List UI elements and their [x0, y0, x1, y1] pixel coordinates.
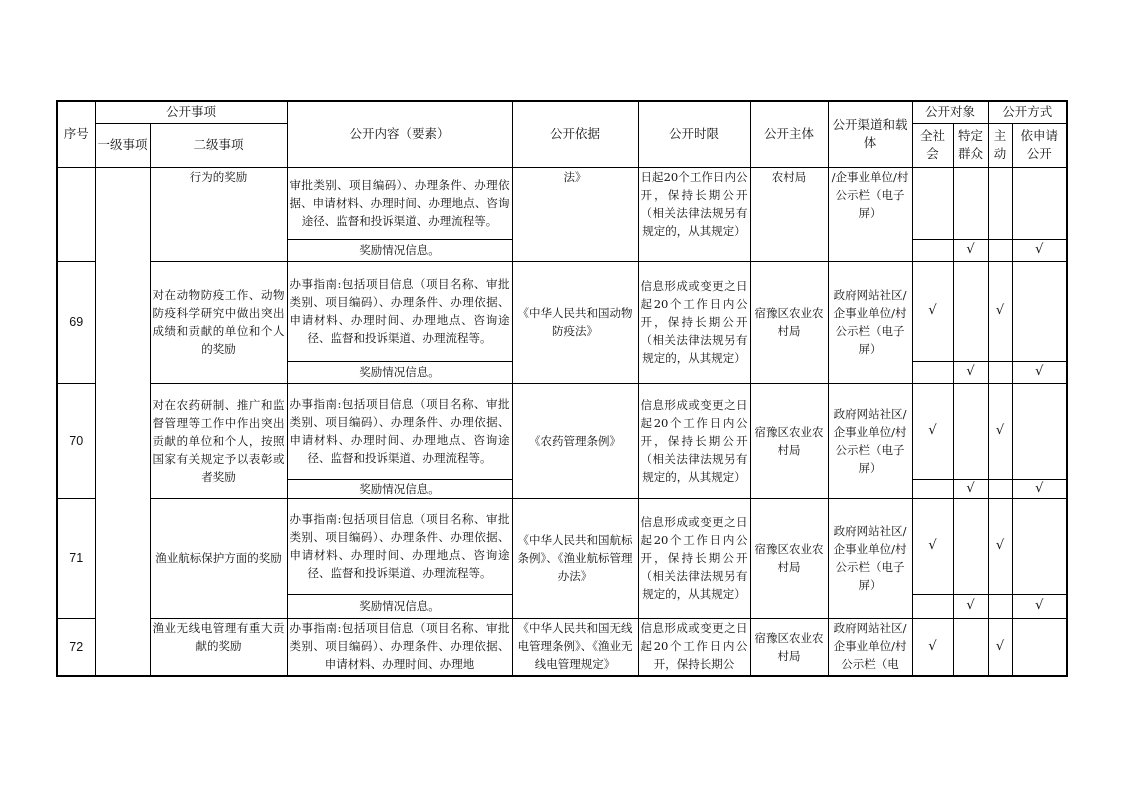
target-all-cell — [912, 239, 953, 261]
target-all-cell — [912, 479, 953, 498]
content-info-cell: 奖励情况信息。 — [287, 239, 512, 261]
method-active-check: √ — [988, 498, 1012, 594]
target-all-check: √ — [912, 261, 953, 361]
method-active-cell — [988, 167, 1012, 239]
target-specific-cell — [953, 383, 988, 479]
target-specific-check: √ — [953, 479, 988, 498]
seq-cell: 70 — [57, 383, 95, 498]
target-specific-check: √ — [953, 239, 988, 261]
level2-cell: 对在动物防疫工作、动物防疫科学研究中做出突出成绩和贡献的单位和个人的奖励 — [150, 261, 287, 383]
subject-cell: 宿豫区农业农村局 — [750, 498, 828, 618]
method-apply-cell — [1012, 383, 1067, 479]
target-all-cell — [912, 594, 953, 618]
header-time-limit: 公开时限 — [638, 101, 750, 167]
seq-cell: 71 — [57, 498, 95, 618]
target-all-cell — [912, 167, 953, 239]
method-apply-check: √ — [1012, 239, 1067, 261]
content-guide-cell: 办事指南:包括项目信息（项目名称、审批类别、项目编码）、办理条件、办理依据、申请材料、办理时间、办理地点、咨询途径、监督和投诉渠道、办理流程等。 — [287, 498, 512, 594]
seq-cell: 72 — [57, 618, 95, 676]
basis-cell: 《中华人民共和国动物防疫法》 — [512, 261, 638, 383]
time-limit-cell: 信息形成或变更之日起20个工作日内公开，保持长期公开（相关法律法规另有规定的，从其规定） — [638, 261, 750, 383]
seq-cell — [57, 167, 95, 261]
level1-cell — [95, 167, 150, 676]
header-level2: 二级事项 — [150, 123, 287, 167]
basis-cell: 《中华人民共和国无线电管理条例》、《渔业无线电管理规定》 — [512, 618, 638, 676]
method-active-check: √ — [988, 383, 1012, 479]
target-specific-cell — [953, 618, 988, 676]
subject-cell: 宿豫区农业农村局 — [750, 261, 828, 383]
header-target-all: 全社会 — [912, 123, 953, 167]
channel-cell: 政府网站社区/企事业单位/村公示栏（电子屏） — [828, 383, 912, 498]
target-specific-cell — [953, 261, 988, 361]
basis-cell: 法》 — [512, 167, 638, 261]
method-apply-check: √ — [1012, 361, 1067, 383]
content-info-cell: 奖励情况信息。 — [287, 361, 512, 383]
header-seq: 序号 — [57, 101, 95, 167]
time-limit-cell: 信息形成或变更之日起20个工作日内公开，保持长期公开（相关法律法规另有规定的，从其规定） — [638, 383, 750, 498]
target-all-check: √ — [912, 383, 953, 479]
table-row — [57, 167, 1067, 239]
header-items-group: 公开事项 — [95, 101, 287, 123]
target-all-check: √ — [912, 618, 953, 676]
method-active-check: √ — [988, 261, 1012, 361]
target-specific-check: √ — [953, 361, 988, 383]
method-active-cell — [988, 361, 1012, 383]
seq-cell: 69 — [57, 261, 95, 383]
channel-cell: 政府网站社区/企事业单位/村公示栏（电子屏） — [828, 498, 912, 618]
channel-cell: 政府网站社区/企事业单位/村公示栏（电子屏） — [828, 261, 912, 383]
level2-cell: 渔业航标保护方面的奖励 — [150, 498, 287, 618]
header-channel: 公开渠道和载体 — [828, 101, 912, 167]
basis-cell: 《中华人民共和国航标条例》、《渔业航标管理办法》 — [512, 498, 638, 618]
header-method-apply: 依申请公开 — [1012, 123, 1067, 167]
method-apply-cell — [1012, 261, 1067, 361]
content-info-cell: 奖励情况信息。 — [287, 479, 512, 498]
header-basis: 公开依据 — [512, 101, 638, 167]
basis-cell: 《农药管理条例》 — [512, 383, 638, 498]
channel-cell: 政府网站社区/企事业单位/村公示栏（电 — [828, 618, 912, 676]
header-level1: 一级事项 — [95, 123, 150, 167]
table-row — [57, 498, 1067, 594]
time-limit-cell: 日起20个工作日内公开，保持长期公开（相关法律法规另有规定的，从其规定） — [638, 167, 750, 261]
level2-cell: 渔业无线电管理有重大贡献的奖励 — [150, 618, 287, 676]
target-specific-check: √ — [953, 594, 988, 618]
method-apply-check: √ — [1012, 594, 1067, 618]
method-apply-cell — [1012, 167, 1067, 239]
header-target-group: 公开对象 — [912, 101, 988, 123]
method-apply-cell — [1012, 618, 1067, 676]
method-apply-cell — [1012, 498, 1067, 594]
subject-cell: 宿豫区农业农村局 — [750, 383, 828, 498]
method-active-cell — [988, 594, 1012, 618]
method-apply-check: √ — [1012, 479, 1067, 498]
target-specific-cell — [953, 498, 988, 594]
time-limit-cell: 信息形成或变更之日起20个工作日内公开，保持长期公开（相关法律法规另有规定的，从其规定） — [638, 498, 750, 618]
time-limit-cell: 信息形成或变更之日起20个工作日内公开，保持长期公 — [638, 618, 750, 676]
content-guide-cell: 办事指南:包括项目信息（项目名称、审批类别、项目编码）、办理条件、办理依据、申请材料、办理时间、办理地 — [287, 618, 512, 676]
content-info-cell: 奖励情况信息。 — [287, 594, 512, 618]
header-content: 公开内容（要素） — [287, 101, 512, 167]
content-guide-cell: 审批类别、项目编码）、办理条件、办理依据、申请材料、办理时间、办理地点、咨询途径、监督和投诉渠道、办理流程等。 — [287, 167, 512, 239]
content-guide-cell: 办事指南:包括项目信息（项目名称、审批类别、项目编码）、办理条件、办理依据、申请材料、办理时间、办理地点、咨询途径、监督和投诉渠道、办理流程等。 — [287, 383, 512, 479]
target-all-check: √ — [912, 498, 953, 594]
subject-cell: 宿豫区农业农村局 — [750, 618, 828, 676]
table-row — [57, 261, 1067, 361]
method-active-cell — [988, 479, 1012, 498]
method-active-cell — [988, 239, 1012, 261]
subject-cell: 农村局 — [750, 167, 828, 261]
header-method-group: 公开方式 — [988, 101, 1067, 123]
target-specific-cell — [953, 167, 988, 239]
method-active-check: √ — [988, 618, 1012, 676]
level2-cell: 行为的奖励 — [150, 167, 287, 261]
content-guide-cell: 办事指南:包括项目信息（项目名称、审批类别、项目编码）、办理条件、办理依据、申请材料、办理时间、办理地点、咨询途径、监督和投诉渠道、办理流程等。 — [287, 261, 512, 361]
level2-cell: 对在农药研制、推广和监督管理等工作中作出突出贡献的单位和个人，按照国家有关规定予以表彰或者奖励 — [150, 383, 287, 498]
disclosure-table — [56, 100, 1068, 677]
table-row — [57, 383, 1067, 479]
header-target-specific: 特定群众 — [953, 123, 988, 167]
header-method-active: 主动 — [988, 123, 1012, 167]
channel-cell: /企事业单位/村公示栏（电子屏） — [828, 167, 912, 261]
table-row — [57, 618, 1067, 676]
header-row-1 — [57, 101, 1067, 123]
target-all-cell — [912, 361, 953, 383]
header-subject: 公开主体 — [750, 101, 828, 167]
